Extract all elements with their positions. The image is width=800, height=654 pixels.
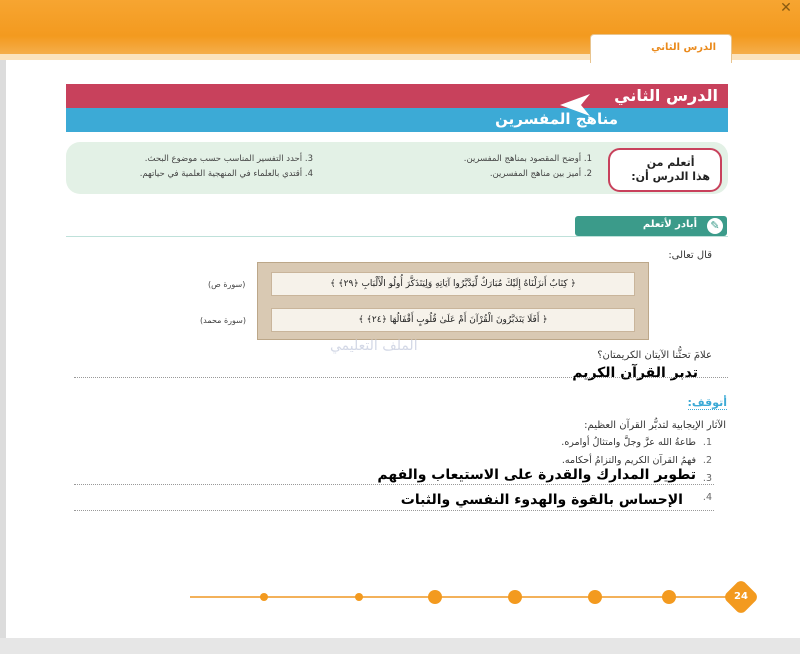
verse-row: ﴿ كِتَابٌ أَنزَلْنَاهُ إِلَيْكَ مُبَارَكٌ لِّيَدَّبَّرُوا آيَاتِهِ وَلِيَتَذَكَّرَ أُولُو الْأَلْبَابِ ﴿٢٩﴾ ﴾ [271,272,635,296]
begin-learning-badge [575,216,727,236]
item-number: 2. [702,455,712,466]
goal-item: 4. أقتدي بالعلماء في المنهجية العلمية في حياتهم. [139,169,313,179]
page-number: 24 [734,591,748,602]
item-number: 4. [702,492,712,503]
lesson-subtitle: مناهج المفسرين [495,110,618,128]
footer-ornament [355,593,363,601]
divider [66,236,728,237]
answer-line [74,484,714,485]
footer-ornament [662,590,676,604]
goals-heading-line1: أتعلم من [646,156,695,169]
question-text: علامَ تحثُّنا الآيتان الكريمتان؟ [597,350,712,361]
effects-title: الآثار الإيجابية لتدبُّر القرآن العظيم: [584,420,726,431]
learning-goals-box [66,142,728,194]
header-tab-label: الدرس الثاني [651,42,716,53]
lesson-subtitle-bar [66,108,728,132]
lesson-title-bar [66,84,728,108]
verses-intro: قال تعالى: [668,250,712,261]
bottom-strip [0,638,800,654]
question-answer: تدبر القرآن الكريم [572,365,698,381]
item-number: 1. [702,437,712,448]
verse-source: (سورة ص) [208,280,246,289]
goal-item: 3. أحدد التفسير المناسب حسب موضوع البحث. [144,154,313,164]
verse-row: ﴿ أَفَلَا يَتَدَبَّرُونَ الْقُرْآنَ أَمْ عَلَىٰ قُلُوبٍ أَقْفَالُهَا ﴿٢٤﴾ ﴾ [271,308,635,332]
answer-line [74,377,728,378]
verses-frame [257,262,649,340]
goal-item: 2. أميز بين مناهج المفسرين. [489,169,592,179]
effect-item: طاعةُ الله عزَّ وجلَّ وامتثالُ أوامره. [561,437,696,448]
footer-ornament [588,590,602,604]
item-number: 3. [702,473,712,484]
goals-heading-badge [608,148,722,192]
watermark: الملف التعليمي [330,338,418,354]
verse-source: (سورة محمد) [200,316,246,325]
page-edge [0,60,6,640]
effect-item: فهمُ القرآن الكريم والتزامُ أحكامه. [561,455,696,466]
goals-heading-line2: هذا الدرس أن: [631,170,710,183]
answer-line [74,510,714,511]
begin-learning-label: أبادر لأتعلم [642,219,697,230]
effect-answer: تطوير المدارك والقدرة على الاستيعاب والفهم [377,467,696,483]
pause-label: أتوقف: [687,396,727,409]
footer-ornament [428,590,442,604]
footer-ornament [508,590,522,604]
footer-ornament [260,593,268,601]
footer-line [190,596,730,598]
goal-item: 1. أوضح المقصود بمناهج المفسرين. [463,154,592,164]
lesson-title: الدرس الثاني [614,86,718,105]
close-icon[interactable]: ✕ [780,0,792,16]
effect-answer: الإحساس بالقوة والهدوء النفسي والثبات [400,492,683,508]
reader-icon: ✎ [707,218,723,234]
header-tab [590,34,732,63]
